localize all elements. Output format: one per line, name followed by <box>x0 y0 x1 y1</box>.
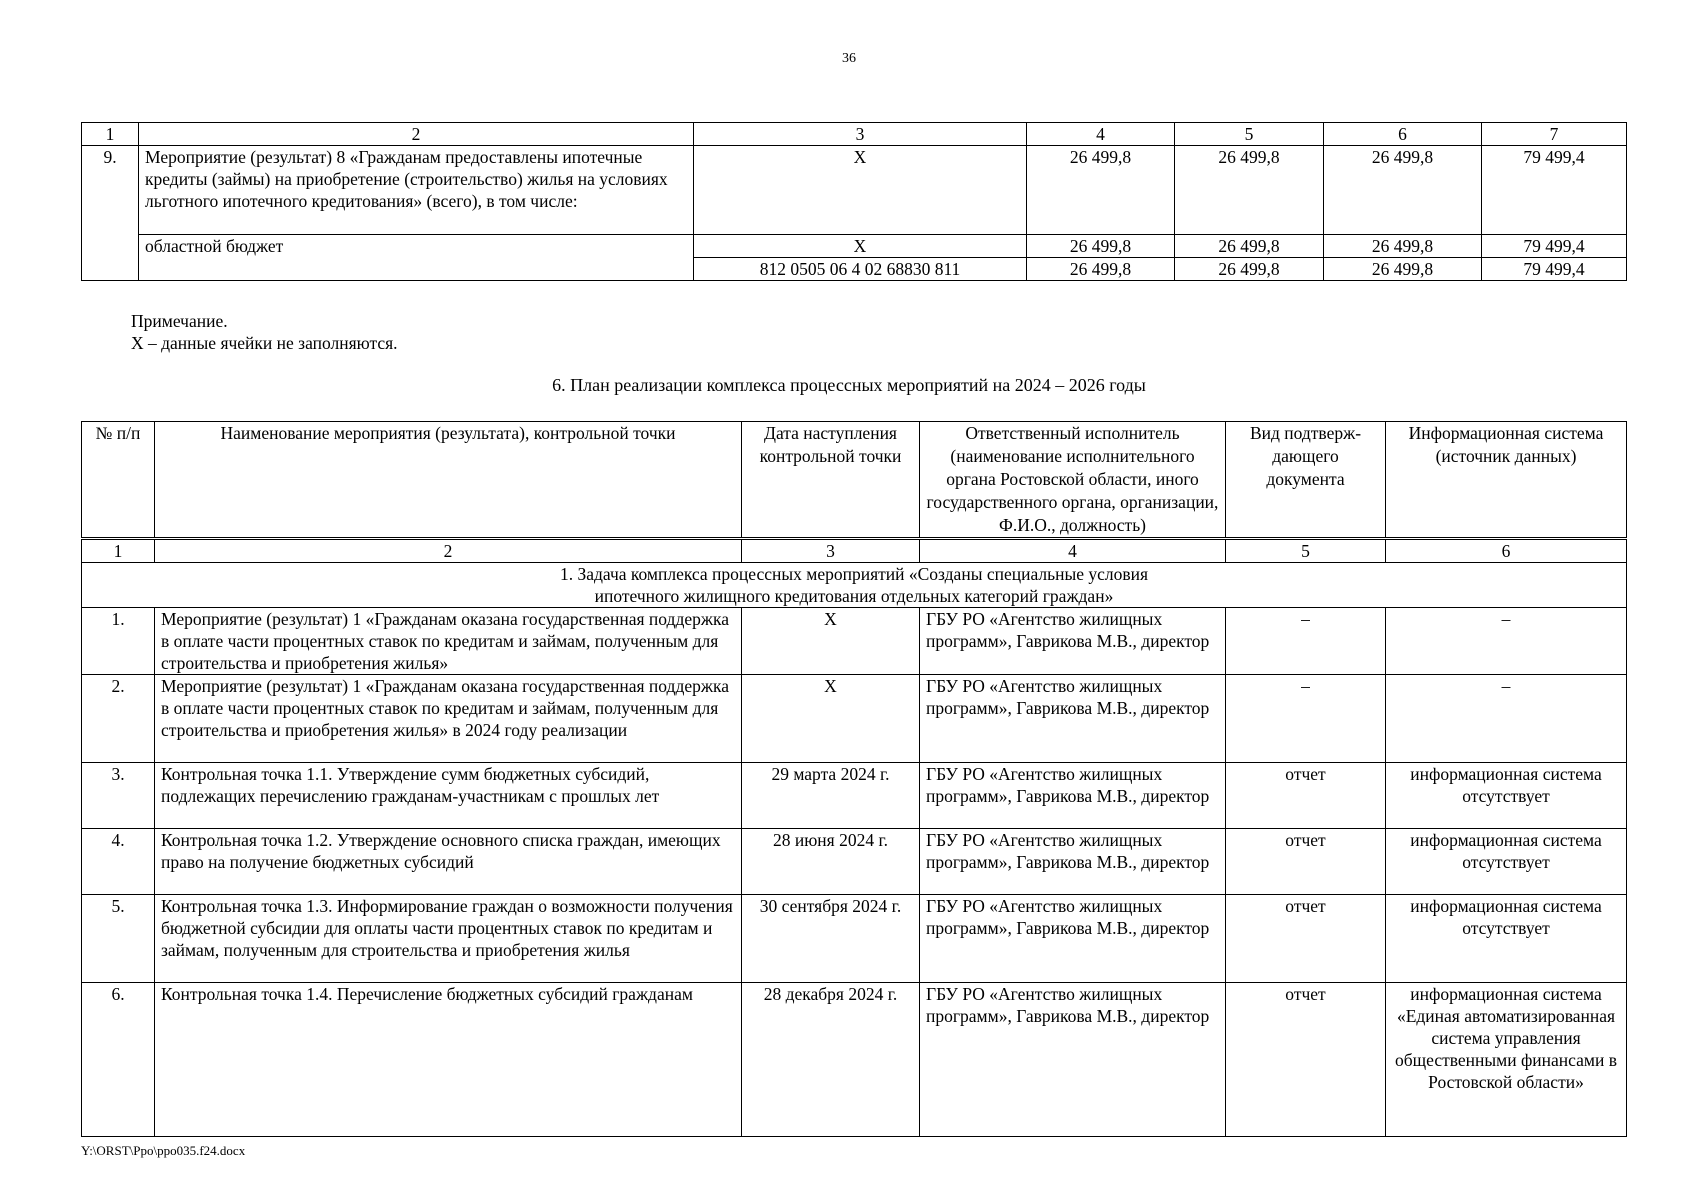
row-date: Х <box>742 675 920 763</box>
row-document: отчет <box>1226 895 1386 983</box>
header-document: Вид подтверж-дающего документа <box>1226 422 1386 539</box>
row-system: – <box>1386 675 1627 763</box>
budget-row-code: Х <box>694 235 1027 258</box>
row-date: 29 марта 2024 г. <box>742 763 920 829</box>
row-document: отчет <box>1226 763 1386 829</box>
row-system: информационная система отсутствует <box>1386 763 1627 829</box>
column-number: 4 <box>920 539 1226 563</box>
header-system: Информационная система (источник данных) <box>1386 422 1627 539</box>
row-responsible: ГБУ РО «Агентство жилищных программ», Гаврикова М.В., директор <box>920 675 1226 763</box>
budget-col-2: 2 <box>139 123 694 146</box>
budget-row-value: 26 499,8 <box>1324 146 1482 235</box>
row-number: 5. <box>82 895 155 983</box>
row-responsible: ГБУ РО «Агентство жилищных программ», Гаврикова М.В., директор <box>920 608 1226 675</box>
budget-row-number: 9. <box>82 146 139 281</box>
section-title: 6. План реализации комплекса процессных мероприятий на 2024 – 2026 годы <box>552 375 1146 395</box>
budget-col-4: 4 <box>1027 123 1175 146</box>
column-number: 3 <box>742 539 920 563</box>
table-row <box>82 675 1627 763</box>
row-responsible: ГБУ РО «Агентство жилищных программ», Гаврикова М.В., директор <box>920 829 1226 895</box>
row-number: 3. <box>82 763 155 829</box>
budget-row-name: Мероприятие (результат) 8 «Гражданам предоставлены ипотечные кредиты (займы) на приобретение (строительство) жилья на условиях льготного ипотечного кредитования» (всего), в том числе: <box>139 146 694 235</box>
column-number: 5 <box>1226 539 1386 563</box>
budget-row-value: 26 499,8 <box>1027 146 1175 235</box>
table-row <box>82 763 1627 829</box>
table-row <box>82 895 1627 983</box>
budget-row-value: 26 499,8 <box>1027 235 1175 258</box>
budget-col-1: 1 <box>82 123 139 146</box>
budget-row-total: 79 499,4 <box>1482 235 1627 258</box>
budget-row-value: 26 499,8 <box>1175 258 1324 281</box>
row-name: Мероприятие (результат) 1 «Гражданам оказана государственная поддержка в оплате части процентных ставок по кредитам и займам, полученным для строительства и приобретения жилья» <box>155 608 742 675</box>
row-date: 30 сентября 2024 г. <box>742 895 920 983</box>
budget-row-main <box>82 146 1627 235</box>
plan-header-row <box>82 422 1627 539</box>
header-num: № п/п <box>82 422 155 539</box>
header-responsible: Ответственный исполнитель (наименование исполнительного органа Ростовской области, иного государственного органа, организации, Ф.И.О., должность) <box>920 422 1226 539</box>
row-name: Контрольная точка 1.2. Утверждение основного списка граждан, имеющих право на получение бюджетных субсидий <box>155 829 742 895</box>
row-system: информационная система отсутствует <box>1386 829 1627 895</box>
row-date: 28 июня 2024 г. <box>742 829 920 895</box>
row-document: – <box>1226 608 1386 675</box>
page-number: 36 <box>842 51 856 66</box>
row-responsible: ГБУ РО «Агентство жилищных программ», Гаврикова М.В., директор <box>920 763 1226 829</box>
column-number: 1 <box>82 539 155 563</box>
table-row <box>82 608 1627 675</box>
budget-table-header-row <box>82 123 1627 146</box>
row-number: 2. <box>82 675 155 763</box>
task-title-row <box>82 563 1627 608</box>
row-number: 4. <box>82 829 155 895</box>
budget-col-3: 3 <box>694 123 1027 146</box>
row-responsible: ГБУ РО «Агентство жилищных программ», Гаврикова М.В., директор <box>920 983 1226 1137</box>
row-name: Контрольная точка 1.3. Информирование граждан о возможности получения бюджетной субсидии для оплаты части процентных ставок по кредитам и займам, полученным для строительства и приобретения жилья <box>155 895 742 983</box>
budget-row-value: 26 499,8 <box>1027 258 1175 281</box>
note-title: Примечание. <box>131 311 228 331</box>
row-number: 1. <box>82 608 155 675</box>
budget-row-name: областной бюджет <box>139 235 694 281</box>
row-document: отчет <box>1226 983 1386 1137</box>
column-numbers-row <box>82 539 1627 563</box>
row-name: Контрольная точка 1.4. Перечисление бюджетных субсидий гражданам <box>155 983 742 1137</box>
budget-col-7: 7 <box>1482 123 1627 146</box>
row-document: отчет <box>1226 829 1386 895</box>
budget-col-6: 6 <box>1324 123 1482 146</box>
budget-row-code: 812 0505 06 4 02 68830 811 <box>694 258 1027 281</box>
header-name: Наименование мероприятия (результата), контрольной точки <box>155 422 742 539</box>
budget-row-value: 26 499,8 <box>1324 258 1482 281</box>
budget-row-value: 26 499,8 <box>1175 235 1324 258</box>
row-system: информационная система отсутствует <box>1386 895 1627 983</box>
budget-row-code: Х <box>694 146 1027 235</box>
task-title: 1. Задача комплекса процессных мероприятий «Созданы специальные условия ипотечного жилищного кредитования отдельных категорий граждан» <box>82 563 1627 608</box>
budget-row-total: 79 499,4 <box>1482 258 1627 281</box>
header-date: Дата наступления контрольной точки <box>742 422 920 539</box>
row-date: 28 декабря 2024 г. <box>742 983 920 1137</box>
table-row <box>82 983 1627 1137</box>
column-number: 6 <box>1386 539 1627 563</box>
row-system: информационная система «Единая автоматизированная система управления общественными финансами в Ростовской области» <box>1386 983 1627 1137</box>
plan-table <box>81 421 1627 1137</box>
budget-row-regional <box>82 235 1627 258</box>
row-number: 6. <box>82 983 155 1137</box>
note-text: Х – данные ячейки не заполняются. <box>131 333 398 353</box>
budget-col-5: 5 <box>1175 123 1324 146</box>
row-system: – <box>1386 608 1627 675</box>
column-number: 2 <box>155 539 742 563</box>
budget-table <box>81 122 1627 281</box>
row-name: Контрольная точка 1.1. Утверждение сумм бюджетных субсидий, подлежащих перечислению гражданам-участникам с прошлых лет <box>155 763 742 829</box>
row-name: Мероприятие (результат) 1 «Гражданам оказана государственная поддержка в оплате части процентных ставок по кредитам и займам, полученным для строительства и приобретения жилья» в 2024 году реализации <box>155 675 742 763</box>
budget-row-value: 26 499,8 <box>1324 235 1482 258</box>
row-document: – <box>1226 675 1386 763</box>
row-responsible: ГБУ РО «Агентство жилищных программ», Гаврикова М.В., директор <box>920 895 1226 983</box>
table-row <box>82 829 1627 895</box>
row-date: Х <box>742 608 920 675</box>
footer-file-path: Y:\ORST\Ppo\ppo035.f24.docx <box>81 1143 246 1158</box>
budget-row-value: 26 499,8 <box>1175 146 1324 235</box>
budget-row-total: 79 499,4 <box>1482 146 1627 235</box>
